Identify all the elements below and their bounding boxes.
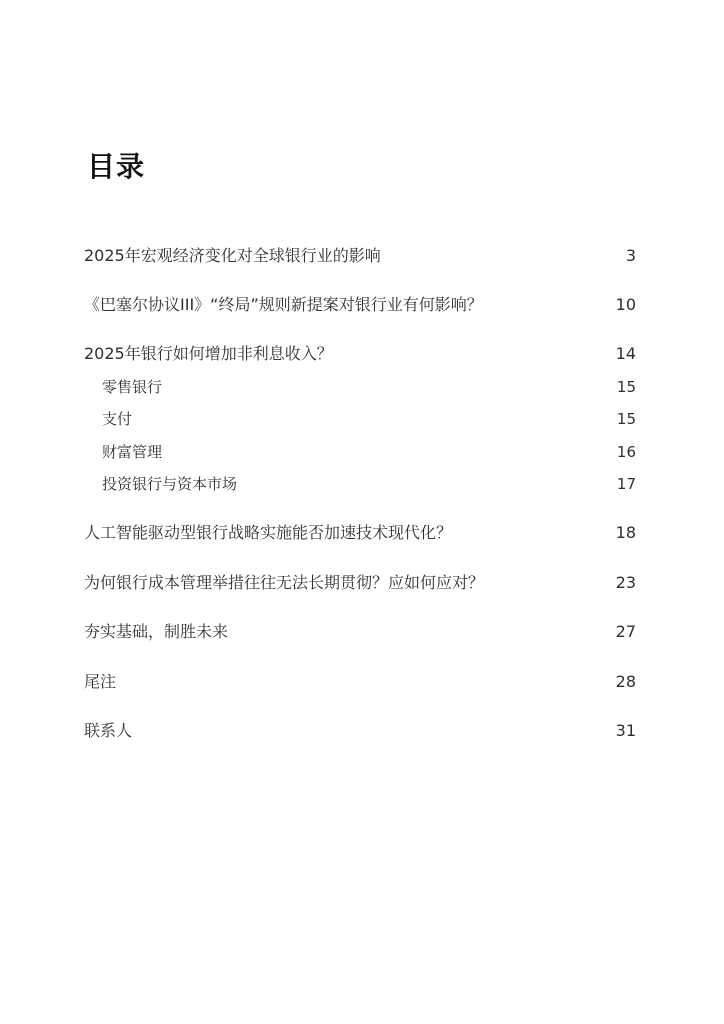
toc-entry[interactable]	[84, 718, 636, 744]
toc-entry[interactable]	[84, 243, 636, 269]
toc-subentry-label: 财富管理	[102, 443, 163, 461]
toc-entry-label: 人工智能驱动型银行战略实施能否加速技术现代化？	[84, 523, 453, 542]
toc-entry[interactable]	[84, 619, 636, 645]
toc-subentry-page: 15	[616, 410, 636, 428]
toc-entry-page: 28	[615, 672, 636, 691]
toc-entry[interactable]	[84, 669, 636, 695]
toc-entry[interactable]	[84, 341, 636, 367]
toc-entry-page: 23	[615, 573, 636, 592]
toc-subentry[interactable]	[102, 439, 636, 465]
toc-entry-page: 27	[615, 622, 636, 641]
toc-subentry-page: 16	[616, 443, 636, 461]
toc-entry-page: 31	[615, 721, 636, 740]
toc-subentry-label: 投资银行与资本市场	[102, 475, 238, 493]
toc-entry[interactable]	[84, 292, 636, 318]
toc-entry-label: 2025年银行如何增加非利息收入？	[84, 344, 333, 363]
toc-entry-label: 为何银行成本管理举措往往无法长期贯彻？应如何应对？	[84, 573, 485, 592]
toc-subentry-page: 17	[616, 475, 636, 493]
toc-entry-page: 14	[615, 344, 636, 363]
toc-entry-page: 10	[615, 295, 636, 314]
toc-entry-label: 2025年宏观经济变化对全球银行业的影响	[84, 246, 381, 265]
toc-subentry-label: 零售银行	[102, 378, 163, 396]
toc-entry-label: 联系人	[84, 721, 133, 740]
toc-entry-label: 夯实基础，制胜未来	[84, 622, 229, 641]
toc-subentry[interactable]	[102, 406, 636, 432]
toc-entry-label: 《巴塞尔协议III》“终局”规则新提案对银行业有何影响？	[84, 295, 483, 314]
toc-subentry-page: 15	[616, 378, 636, 396]
toc-entry[interactable]	[84, 520, 636, 546]
toc-entry[interactable]	[84, 570, 636, 596]
toc-subentry[interactable]	[102, 471, 636, 497]
toc-subentry-label: 支付	[102, 410, 133, 428]
toc-entry-page: 18	[615, 523, 636, 542]
toc-entry-page: 3	[625, 246, 636, 265]
page-title: 目录	[87, 150, 146, 183]
toc-entry-label: 尾注	[84, 672, 117, 691]
toc-subentry[interactable]	[102, 374, 636, 400]
